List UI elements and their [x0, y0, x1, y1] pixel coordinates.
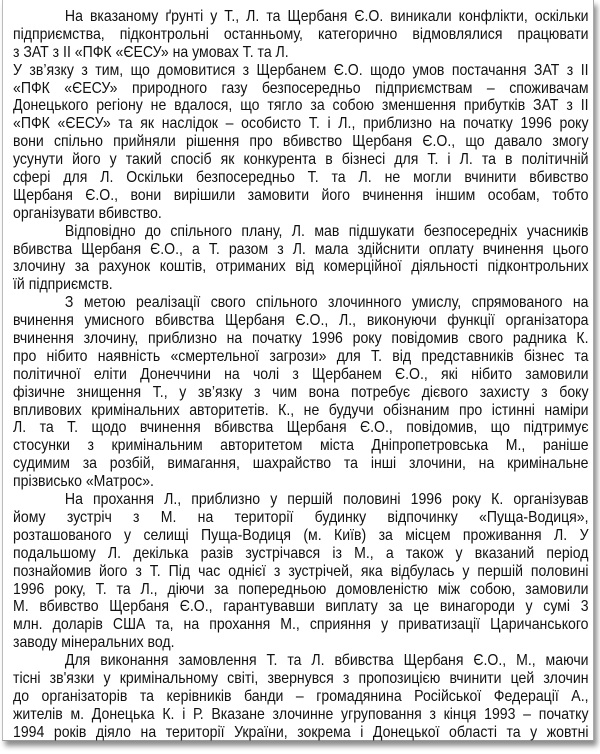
text-line: про нібито наявність «смертельної загрози» для Т. від представників бізнес та — [13, 347, 589, 365]
text-line: судимим за розбій, вимагання, шахрайство та інші злочини, на кримінальне — [13, 455, 589, 473]
paragraph — [13, 491, 589, 652]
text-line: «ПФК «ЄЕСУ» та як наслідок – особисто Т. і Л., приблизно на початку 1996 року — [13, 115, 589, 133]
text-line: впливових кримінальних авторитетів. К., не будучи обізнаним про істинні наміри — [13, 401, 589, 419]
paragraph — [13, 62, 589, 223]
text-line: жителів м. Донецька К. і Р. Вказане злочинне угруповання з кінця 1993 – початку — [13, 705, 589, 723]
paragraph — [13, 294, 589, 491]
text-line: політичної еліти Донеччини на чолі з Щербанем Є.О., які нібито замовили — [13, 365, 589, 383]
document-body — [13, 8, 589, 742]
text-line: прізвисько «Матрос». — [13, 473, 154, 491]
text-line: вбивства Щербаня Є.О., а Т. разом з Л. мала здійснити оплату вчинення цього — [13, 240, 589, 258]
text-line: познайомив його з Т. Під час однієї з зустрічей, яка відбулась у першій половині — [13, 562, 589, 580]
text-line: фізичне знищення Т., у зв’язку з чим вона потребує дієвого захисту з боку — [13, 383, 589, 401]
text-line: тісні зв'язки у кримінальному світі, звернувся з пропозицією вчинити цей злочин — [13, 669, 589, 687]
text-line: 1996 року, Т. та Л., діючи за попередньою домовленістю між собою, замовили — [13, 580, 589, 598]
text-line: підприємства, підконтрольні останньому, категорично відмовлялися працювати — [13, 25, 589, 43]
text-line: вчинення злочину, приблизно на початку 1996 року повідомив свого радника К. — [13, 330, 589, 348]
text-line: їй підприємств. — [13, 276, 113, 294]
text-line: На вказаному ґрунті у Т., Л. та Щербаня Є.О. виникали конфлікти, оскільки — [64, 8, 589, 25]
text-line: «ПФК «ЄЕСУ» природного газу безпосередньо підприємствам – споживачам — [13, 79, 589, 97]
text-line: вчинення умисного вбивства Щербаня Є.О., Л., виконуючи функції організатора — [13, 312, 589, 330]
text-line: подальшому Л. декілька разів зустрічався із М., а також у вказаний період — [13, 544, 589, 562]
text-line: млн. доларів США та, на прохання М., сприяння у приватизації Царичанського — [13, 616, 589, 634]
text-line: стосунки з кримінальним авторитетом міста Дніпропетровська М., раніше — [13, 437, 589, 455]
text-line: до організаторів та керівників банди – громадянина Російської Федерації А., — [13, 687, 589, 705]
text-line: організувати вбивство. — [13, 204, 162, 222]
text-line: На прохання Л., приблизно у першій половині 1996 року К. організував — [64, 491, 589, 509]
text-line: заводу мінеральних вод. — [13, 634, 175, 652]
text-line: Л. та Т. щодо вчинення вбивства Щербаня Є.О., повідомив, що підтримує — [13, 419, 589, 437]
text-line: Щербаня Є.О., вони вирішили замовити його вчинення іншим особам, тобто — [13, 186, 589, 204]
text-line: розташованого у селищі Пуща-Водиця (м. Київ) за місцем проживання Л. У — [13, 526, 589, 544]
text-line: злочину за рахунок коштів, отриманих від комерційної діяльності підконтрольних — [13, 258, 589, 276]
text-line: М. вбивство Щербаня Є.О., гарантувавши виплату за це винагороди у сумі 3 — [13, 598, 589, 616]
paragraph — [13, 223, 589, 295]
text-line: Для виконання замовлення Т. та Л. вбивства Щербаня Є.О., М., маючи — [64, 652, 589, 670]
text-line: Донецького регіону не вдалося, що тягло за собою зменшення прибутків ЗАТ з ІІ — [13, 97, 589, 115]
text-line: з ЗАТ з ІІ «ПФК «ЄЕСУ» на умовах Т. та Л. — [13, 43, 289, 61]
paragraph — [13, 652, 589, 741]
text-line: вони спільно прийняли рішення про вбивство Щербаня Є.О., що давало змогу — [13, 133, 589, 151]
text-line: йому зустріч з М. на території будинку відпочинку «Пуща-Водиця», — [13, 508, 589, 526]
text-line: усунути його у такий спосіб як конкурента в бізнесі для Т. і Л. та в політичній — [13, 151, 589, 169]
document-page — [2, 0, 594, 741]
text-line: З метою реалізації свого спільного злочинного умислу, спрямованого на — [64, 294, 589, 312]
text-line: 1994 років діяло на території України, зокрема і Донецької області та у жовтні — [13, 723, 589, 741]
text-line: У зв’язку з тим, що домовитися з Щербанем Є.О. щодо умов постачання ЗАТ з ІІ — [13, 61, 589, 79]
text-line: сфері для Л. Оскільки безпосередньо Т. та Л. не могли вчинити вбивство — [13, 169, 589, 187]
text-line: Відповідно до спільного плану, Л. мав підшукати безпосередніх учасників — [64, 222, 589, 240]
paragraph — [13, 8, 589, 62]
